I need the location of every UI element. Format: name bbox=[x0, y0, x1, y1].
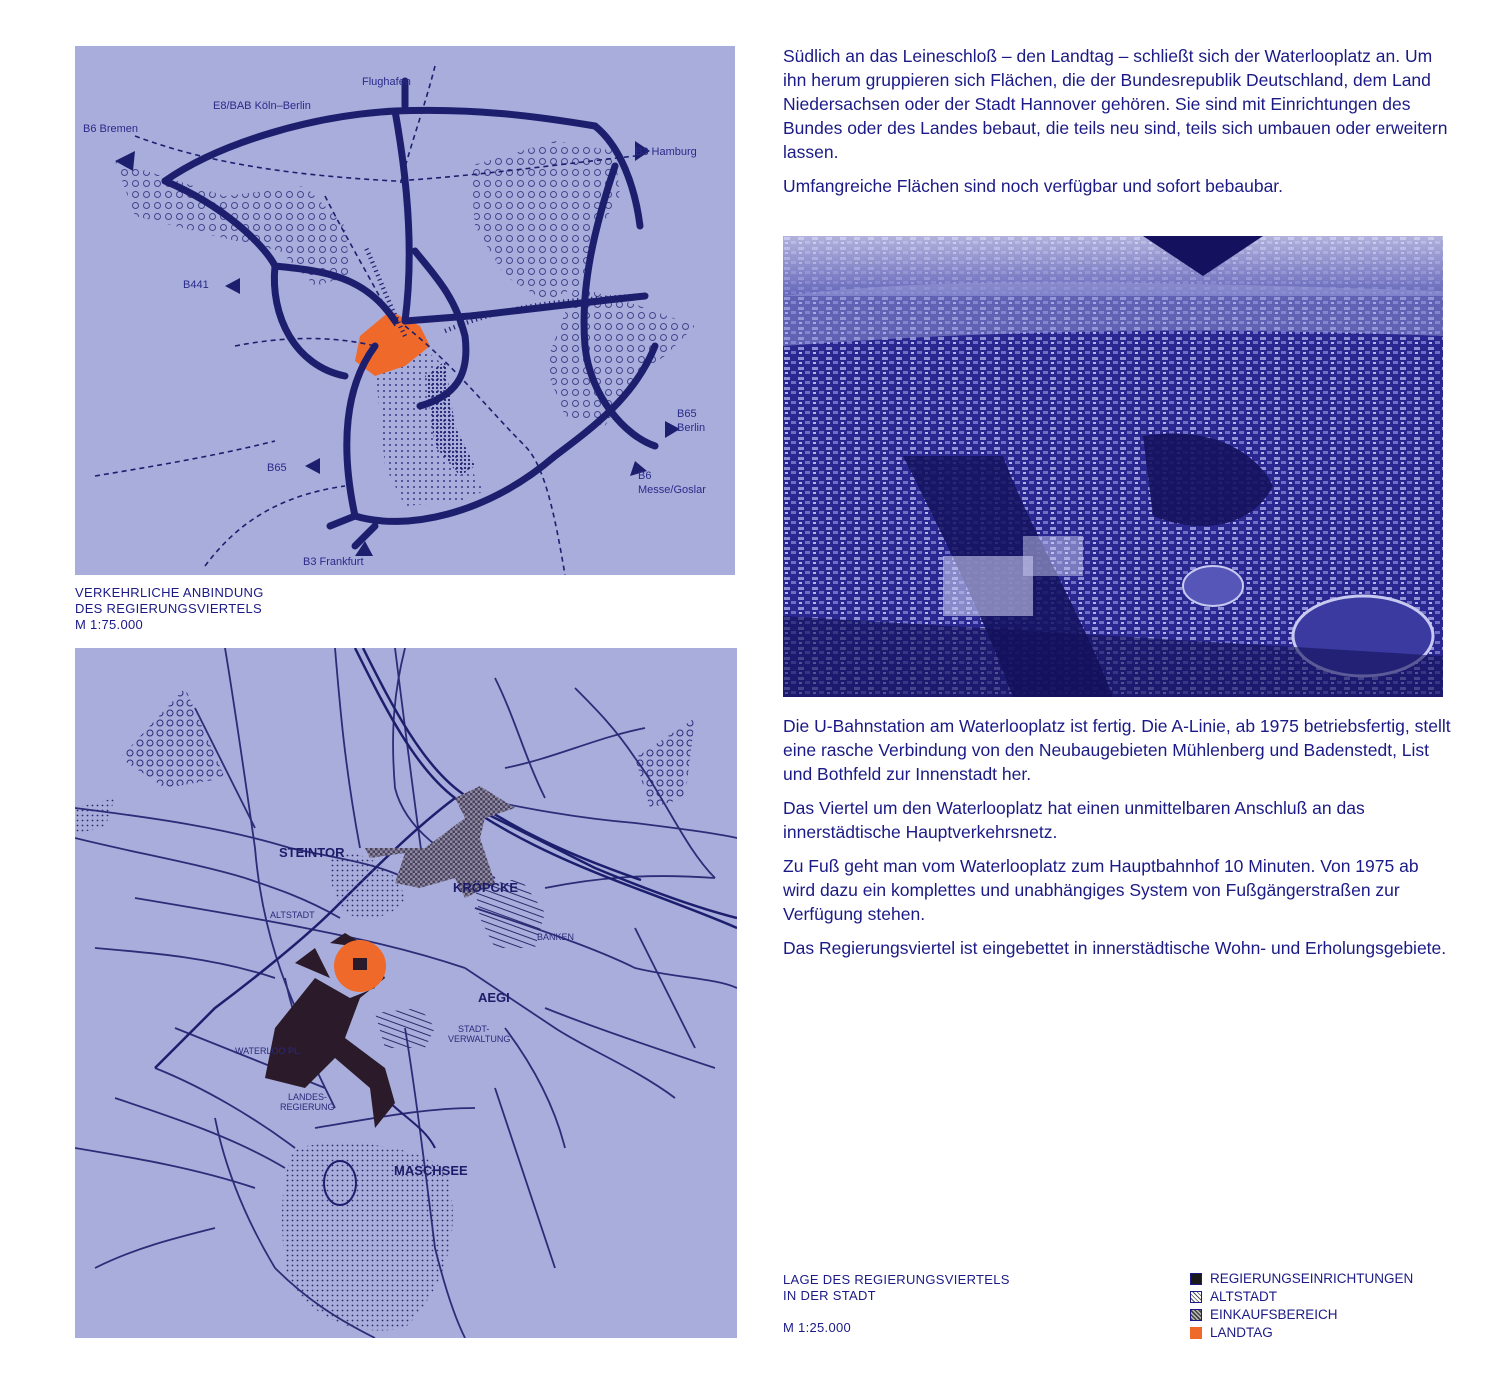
city-map-caption bbox=[783, 1272, 1010, 1336]
label-b65: B65 bbox=[267, 462, 287, 474]
legend-label: LANDTAG bbox=[1210, 1325, 1273, 1340]
legend-item bbox=[1190, 1324, 1413, 1342]
label-maschsee: MASCHSEE bbox=[394, 1163, 468, 1178]
label-b3-frankfurt: B3 Frankfurt bbox=[303, 556, 364, 568]
body-text bbox=[783, 714, 1453, 970]
label-b65-berlin: B65 bbox=[677, 408, 697, 420]
map-legend bbox=[1190, 1270, 1413, 1342]
label-b441: B441 bbox=[183, 279, 209, 291]
legend-item bbox=[1190, 1270, 1413, 1288]
caption-scale: M 1:25.000 bbox=[783, 1320, 852, 1335]
label-steintor: STEINTOR bbox=[279, 845, 345, 860]
label-aegi: AEGI bbox=[478, 990, 510, 1005]
label-berlin: Berlin bbox=[677, 422, 706, 434]
dots-swatch-icon bbox=[1190, 1291, 1202, 1303]
label-stadtverwaltung-1: STADT- bbox=[458, 1024, 490, 1034]
paragraph: Zu Fuß geht man vom Waterlooplatz zum Hauptbahnhof 10 Minuten. Von 1975 ab wird dazu ein komplettes und unabhängiges System von Fußgängerstraßen zur Verfügung stehen. bbox=[783, 856, 1419, 924]
solid-swatch-icon bbox=[1190, 1273, 1202, 1285]
traffic-map bbox=[75, 46, 735, 575]
paragraph: Umfangreiche Flächen sind noch verfügbar und sofort bebaubar. bbox=[783, 176, 1284, 196]
legend-label: REGIERUNGSEINRICHTUNGEN bbox=[1210, 1271, 1414, 1286]
label-kroepcke: KRÖPCKE bbox=[453, 880, 519, 895]
caption-line: DES REGIERUNGSVIERTELS bbox=[75, 601, 262, 616]
paragraph: Das Viertel um den Waterlooplatz hat einen unmittelbaren Anschluß an das innerstädtische Hauptverkehrsnetz. bbox=[783, 798, 1365, 842]
label-waterloo-platz: WATERLOO PL. bbox=[235, 1046, 302, 1056]
caption-scale: M 1:75.000 bbox=[75, 617, 144, 632]
caption-line: IN DER STADT bbox=[783, 1288, 876, 1303]
label-altstadt: ALTSTADT bbox=[270, 910, 315, 920]
caption-line: LAGE DES REGIERUNGSVIERTELS bbox=[783, 1272, 1010, 1287]
label-landesregierung-2: REGIERUNG bbox=[280, 1102, 335, 1112]
orange-swatch-icon bbox=[1190, 1327, 1202, 1339]
traffic-map-graphic bbox=[75, 46, 735, 575]
legend-label: EINKAUFSBEREICH bbox=[1210, 1307, 1338, 1322]
label-banken: BANKEN bbox=[537, 932, 575, 942]
label-b3-hamburg: B3 Hamburg bbox=[635, 146, 697, 158]
label-stadtverwaltung-2: VERWALTUNG bbox=[448, 1034, 511, 1044]
traffic-map-caption bbox=[75, 585, 264, 633]
paragraph: Südlich an das Leineschloß – den Landtag – schließt sich der Waterlooplatz an. Um ihn herum gruppieren sich Flächen, die der Bundesrepublik Deutschland, dem Land Niedersachsen oder der Stadt Hannover gehören. Sie sind mit Einrichtungen des Bundes oder des Landes bebaut, die teils neu sind, teils sich umbauen oder erweitern lassen. bbox=[783, 46, 1448, 162]
label-landesregierung-1: LANDES- bbox=[288, 1092, 328, 1102]
legend-item bbox=[1190, 1306, 1413, 1324]
aerial-photo-image bbox=[783, 236, 1443, 697]
label-b6-bremen: B6 Bremen bbox=[83, 123, 139, 135]
aerial-photo bbox=[783, 236, 1443, 697]
caption-line: VERKEHRLICHE ANBINDUNG bbox=[75, 585, 264, 600]
label-b6: B6 bbox=[638, 470, 652, 482]
paragraph: Die U-Bahnstation am Waterlooplatz ist fertig. Die A-Linie, ab 1975 betriebsfertig, stellt eine rasche Verbindung von den Neubaugebieten Mühlenberg und Badenstedt, List und Bothfeld zur Innenstadt her. bbox=[783, 716, 1451, 784]
label-e8: E8/BAB Köln–Berlin bbox=[213, 100, 311, 112]
intro-text bbox=[783, 44, 1453, 208]
label-messe-goslar: Messe/Goslar bbox=[638, 484, 706, 496]
city-location-map-graphic bbox=[75, 648, 737, 1338]
legend-item bbox=[1190, 1288, 1413, 1306]
city-location-map bbox=[75, 648, 737, 1338]
paragraph: Das Regierungsviertel ist eingebettet in innerstädtische Wohn- und Erholungsgebiete. bbox=[783, 938, 1447, 958]
label-flughafen: Flughafen bbox=[362, 76, 411, 88]
crosshatch-swatch-icon bbox=[1190, 1309, 1202, 1321]
legend-label: ALTSTADT bbox=[1210, 1289, 1278, 1304]
